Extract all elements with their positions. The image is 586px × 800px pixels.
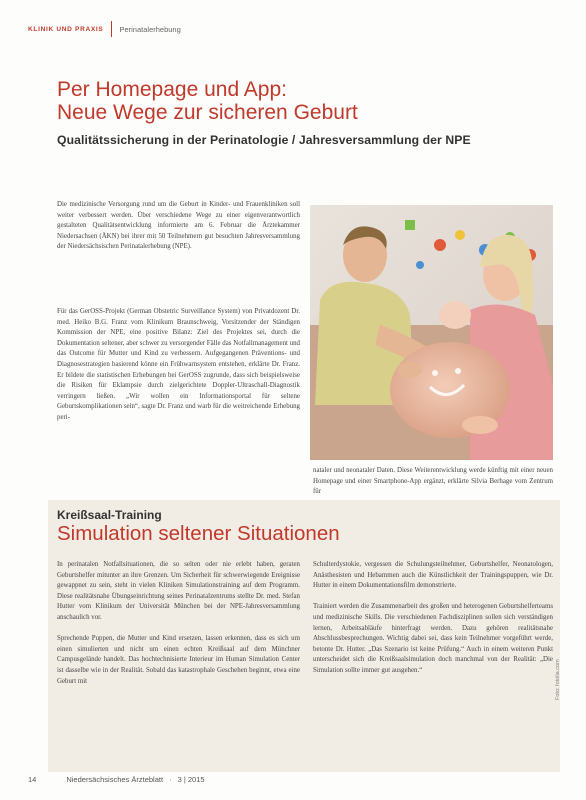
photo-credit: Foto: fotolia.com — [555, 659, 561, 700]
journal-name: Niedersächsisches Ärzteblatt — [66, 775, 164, 784]
infobox-paragraph-2: Sprechende Puppen, die Mutter und Kind ersetzen, lassen erkennen, dass es sich um einen simulierten und nicht um einen echten Kreißsaal auf dem Münchner Campusgelände handelt. Das hochtechnisierte Interieur im Human Simulation Center ist dasselbe wie in der Realität. Sobald das katastrophale Geschehen beginnt, etwa eine Geburt mit — [57, 635, 300, 685]
page-header — [28, 22, 181, 36]
article-column-1-continued — [57, 307, 300, 434]
infobox-title: Simulation seltener Situationen — [57, 522, 340, 545]
section-label: KLINIK UND PRAXIS — [28, 25, 104, 33]
infobox-paragraph-4: Trainiert werden die Zusammenarbeit des großen und heterogenen Geburtshelferteams und medizinische Skills. Die verschiedenen Fachdisziplinen sollen sich verständigen lernen, Arbeitsabläufe hinterfragt werden. Dazu gehören realitätsnahe Abschlussbesprechungen. Wichtig dabei sei, dass kein Teilnehmer vorgeführt werde, betonte Dr. Hutter. „Das Szenario ist keine Prüfung.“ Auch in einem weiteren Punkt unterscheidet sich die Kreißsaalsimulation doch manchmal von der Realität: „Die Simulation sollte immer gut ausgehen.“ — [313, 603, 553, 674]
title-line-1: Per Homepage und App: — [57, 78, 287, 101]
infobox-column-2 — [313, 560, 553, 687]
header-divider — [111, 21, 112, 37]
article-column-2-continued: nataler und neonataler Daten. Diese Weiterentwicklung werde künftig mit einer neuen Homepage und einer Smartphone-App ergänzt, erklärte Silvia Berhage vom Zentrum für — [313, 467, 553, 496]
footer-separator: · — [169, 775, 172, 784]
article-column-1 — [57, 200, 300, 264]
infobox-paragraph-1: In perinatalen Notfallsituationen, die so selten oder nie erlebt haben, geraten Geburtshelfer mitunter an ihre Grenzen. Um Sicherheit für schwerwiegende Ereignisse gewappnet zu sein, steht in vielen Kliniken Simulationstraining auf dem Programm. Diese realitätsnahe Übungseinrichtung seines Perinatalzentrums stellte Dr. med. Stefan Hutter vom Klinikum der Universität München bei der NPE-Jahresversammlung anschaulich vor. — [57, 561, 300, 621]
infobox-paragraph-3: Schulterdystokie, vergessen die Schulungsteilnehmer, Geburtshelfer, Neonatologen, Anästhesisten und Hebammen auch die Künstlichkeit der Trainingspuppen, wie Dr. Hutter in einem Dokumentationsfilm demonstrierte. — [313, 561, 553, 590]
page-footer — [28, 775, 205, 784]
article-photo — [310, 205, 553, 460]
article-subtitle: Qualitätssicherung in der Perinatologie / Jahresversammlung der NPE — [57, 133, 471, 147]
paragraph-geross: Für das GerOSS-Projekt (German Obstetric Surveillance System) von Privatdozent Dr. med. Heiko B.G. Franz vom Klinikum Braunschweig, Vorsitzender der Ständigen Kommission der NPE, eine positive Bilanz: Ziel des Projektes sei, durch die Dokumentation seltener, aber schwer zu versorgender Fälle das Notfallmanagement und das Outcome für Mutter und Kind zu verbessern. Aufgegangenen Präventions- und Diagnosestrategien basierend könne ein Frühwarnsystem entstehen, erklärte Dr. Franz. Er bildete die statistischen Erhebungen bei GerOSS zugrunde, dass sich beispielsweise die Risiken für Eklampsie durch zielgerichtete Doppler-Ultraschall-Diagnostik verringern ließen. „Wir wollen ein Informationsportal für seltene Geburtskomplikationen sein“, sagte Dr. Franz und warb für die weitreichende Erhebung peri- — [57, 308, 300, 421]
paragraph-intro: Die medizinische Versorgung rund um die Geburt in Kinder- und Frauenkliniken soll weiter verbessert werden. Über verschiedene Wege zu einer eigenverantwortlich gestalteten Qualitätsentwicklung informierte am 6. Februar die Ärztekammer Niedersachsen (ÄKN) bei ihrer mit 50 Teilnehmern gut besuchten Jahresversammlung der Niedersächsischen Perinatalerhebung (NPE). — [57, 201, 300, 251]
infobox-kicker: Kreißsaal-Training — [57, 508, 162, 522]
article-title — [57, 78, 358, 124]
page-number: 14 — [28, 775, 37, 784]
issue-number: 3 | 2015 — [177, 775, 205, 784]
photo-illustration — [310, 205, 553, 460]
title-line-2: Neue Wege zur sicheren Geburt — [57, 101, 358, 124]
topic-label: Perinatalerhebung — [119, 24, 181, 34]
infobox-column-1 — [57, 560, 300, 698]
